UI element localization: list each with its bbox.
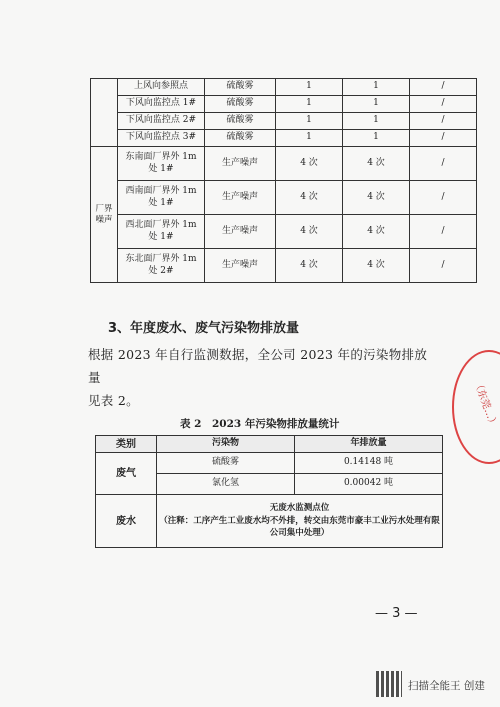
- count-cell: 1: [343, 113, 410, 130]
- header-category: 类别: [96, 436, 157, 453]
- note-cell: /: [410, 147, 477, 181]
- table-header-row: [96, 436, 443, 453]
- monitoring-point: 上风向参照点: [118, 79, 205, 96]
- water-category: 废水: [96, 495, 157, 548]
- amount-cell: 0.00042 吨: [295, 474, 443, 495]
- table-row: [91, 79, 477, 96]
- monitoring-item: 硫酸雾: [205, 113, 276, 130]
- count-cell: 1: [276, 96, 343, 113]
- scanner-watermark: 扫描全能王 创建: [408, 680, 485, 692]
- note-cell: /: [410, 79, 477, 96]
- table-row: [91, 249, 477, 283]
- count-cell: 4 次: [276, 147, 343, 181]
- note-cell: /: [410, 130, 477, 147]
- count-cell: 4 次: [276, 181, 343, 215]
- qr-code-icon: [376, 671, 402, 697]
- table-row: [91, 113, 477, 130]
- count-cell: 1: [276, 113, 343, 130]
- table-row: [91, 181, 477, 215]
- monitoring-item: 硫酸雾: [205, 96, 276, 113]
- count-cell: 4 次: [343, 181, 410, 215]
- count-cell: 1: [276, 79, 343, 96]
- water-note-line-3: 公司集中处理）: [269, 528, 330, 539]
- count-cell: 1: [276, 130, 343, 147]
- table-row: [91, 215, 477, 249]
- monitoring-item: 生产噪声: [205, 181, 276, 215]
- count-cell: 1: [343, 79, 410, 96]
- monitoring-item: 硫酸雾: [205, 79, 276, 96]
- table-row: [96, 453, 443, 474]
- monitoring-point: 东南面厂界外 1m 处 1#: [118, 147, 205, 181]
- table-row: [91, 96, 477, 113]
- group-cell-blank: [91, 79, 118, 147]
- gas-category: 废气: [96, 453, 157, 495]
- monitoring-point: 下风向监控点 2#: [118, 113, 205, 130]
- count-cell: 4 次: [343, 249, 410, 283]
- water-note-line-2: （注释：工序产生工业废水均不外排，转交由东莞市豪丰工业污水处理有限: [159, 515, 440, 526]
- monitoring-point: 下风向监控点 3#: [118, 130, 205, 147]
- section-heading: 3、年度废水、废气污染物排放量: [108, 321, 300, 336]
- table2-caption: 表 2 2023 年污染物排放量统计: [180, 418, 340, 430]
- note-cell: /: [410, 215, 477, 249]
- monitoring-item: 生产噪声: [205, 249, 276, 283]
- note-cell: /: [410, 249, 477, 283]
- header-amount: 年排放量: [295, 436, 443, 453]
- note-cell: /: [410, 181, 477, 215]
- note-cell: /: [410, 113, 477, 130]
- table-row: [91, 130, 477, 147]
- company-seal-stamp: （东莞…）: [452, 350, 500, 464]
- count-cell: 4 次: [343, 215, 410, 249]
- water-note-cell: [157, 495, 443, 548]
- monitoring-point: 西北面厂界外 1m 处 1#: [118, 215, 205, 249]
- page-number: — 3 —: [375, 606, 418, 621]
- count-cell: 1: [343, 130, 410, 147]
- monitoring-point: 下风向监控点 1#: [118, 96, 205, 113]
- table-row: [96, 495, 443, 548]
- pollutant-cell: 氯化氢: [157, 474, 295, 495]
- count-cell: 4 次: [343, 147, 410, 181]
- monitoring-table: [90, 78, 477, 283]
- water-note-line-1: 无废水监测点位: [269, 502, 330, 513]
- note-cell: /: [410, 96, 477, 113]
- count-cell: 4 次: [276, 215, 343, 249]
- header-pollutant: 污染物: [157, 436, 295, 453]
- monitoring-point: 东北面厂界外 1m 处 2#: [118, 249, 205, 283]
- monitoring-item: 生产噪声: [205, 215, 276, 249]
- pollutant-cell: 硫酸雾: [157, 453, 295, 474]
- table-row: [91, 147, 477, 181]
- paragraph-line-1: 根据 2023 年自行监测数据，全公司 2023 年的污染物排放量: [88, 347, 428, 385]
- monitoring-item: 硫酸雾: [205, 130, 276, 147]
- count-cell: 1: [343, 96, 410, 113]
- body-paragraph: [88, 343, 438, 412]
- group-label: 厂界噪声: [91, 147, 118, 283]
- amount-cell: 0.14148 吨: [295, 453, 443, 474]
- paragraph-line-2: 见表 2。: [88, 393, 139, 408]
- monitoring-item: 生产噪声: [205, 147, 276, 181]
- count-cell: 4 次: [276, 249, 343, 283]
- emission-table: [95, 435, 443, 548]
- monitoring-point: 西南面厂界外 1m 处 1#: [118, 181, 205, 215]
